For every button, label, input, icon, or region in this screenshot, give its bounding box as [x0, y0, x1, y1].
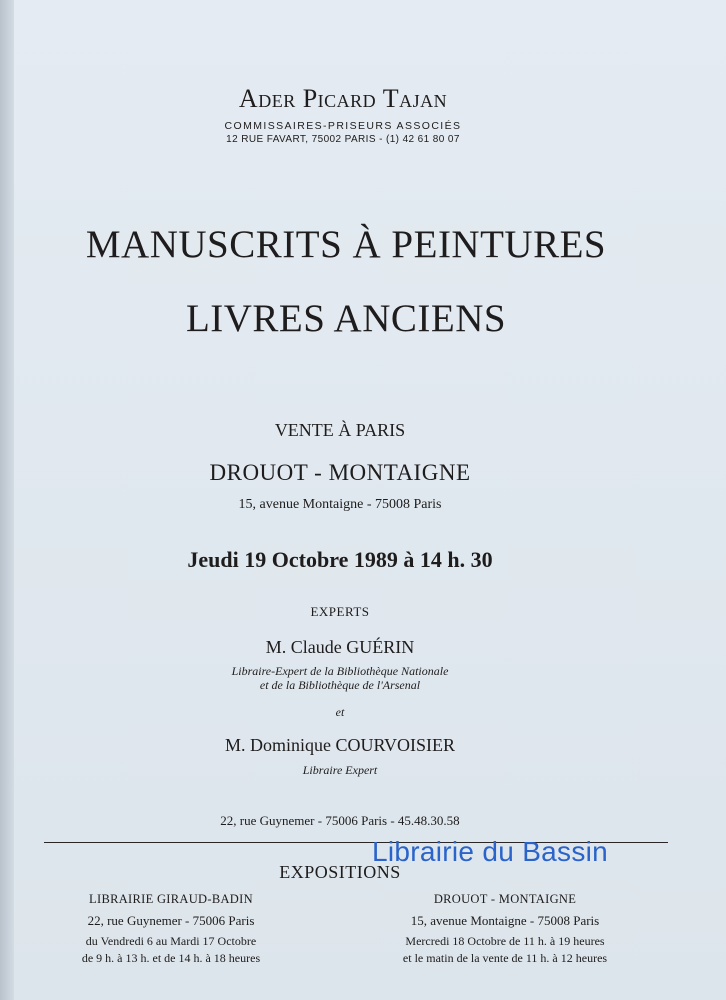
exposition-right-hours: et le matin de la vente de 11 h. à 12 heures: [402, 951, 608, 965]
expert-2-name: M. Dominique COURVOISIER: [224, 735, 456, 755]
title-line-2: LIVRES ANCIENS: [185, 297, 507, 340]
exposition-right: [380, 891, 630, 967]
sale-label: VENTE À PARIS: [274, 420, 406, 440]
expert-1-name: M. Claude GUÉRIN: [265, 637, 415, 657]
experts-conjunction: et: [335, 705, 345, 719]
exposition-right-address: 15, avenue Montaigne - 75008 Paris: [410, 913, 600, 928]
expert-1-role: [0, 664, 680, 692]
experts-heading: EXPERTS: [310, 604, 370, 619]
expert-1-role-line-2: et de la Bibliothèque de l'Arsenal: [259, 678, 421, 692]
exposition-left-address: 22, rue Guynemer - 75006 Paris: [87, 913, 255, 928]
bookseller-watermark: Librairie du Bassin: [372, 836, 609, 867]
expert-1-role-line-1: Libraire-Expert de la Bibliothèque Nationale: [231, 664, 449, 678]
exposition-left-dates: du Vendredi 6 au Mardi 17 Octobre: [85, 934, 257, 948]
exposition-right-name: DROUOT - MONTAIGNE: [433, 892, 577, 906]
exposition-left-name: LIBRAIRIE GIRAUD-BADIN: [89, 892, 253, 906]
exposition-left-hours: de 9 h. à 13 h. et de 14 h. à 18 heures: [81, 951, 261, 965]
exposition-right-dates: Mercredi 18 Octobre de 11 h. à 19 heures: [405, 934, 605, 948]
title-line-1: MANUSCRITS À PEINTURES: [85, 223, 607, 266]
firm-address: 12 RUE FAVART, 75002 PARIS - (1) 42 61 80 07: [226, 134, 460, 145]
sale-venue-address: 15, avenue Montaigne - 75008 Paris: [238, 497, 442, 512]
firm-name: Ader Picard Tajan: [238, 84, 448, 113]
exposition-left: [56, 891, 286, 967]
sale-venue: DROUOT - MONTAIGNE: [209, 460, 471, 485]
expositions-heading: EXPOSITIONS: [279, 862, 401, 882]
sale-date: Jeudi 19 Octobre 1989 à 14 h. 30: [187, 547, 493, 572]
firm-subtitle: COMMISSAIRES-PRISEURS ASSOCIÉS: [224, 120, 462, 132]
experts-contact: 22, rue Guynemer - 75006 Paris - 45.48.30.58: [220, 813, 460, 828]
expert-2-role: Libraire Expert: [302, 763, 378, 777]
